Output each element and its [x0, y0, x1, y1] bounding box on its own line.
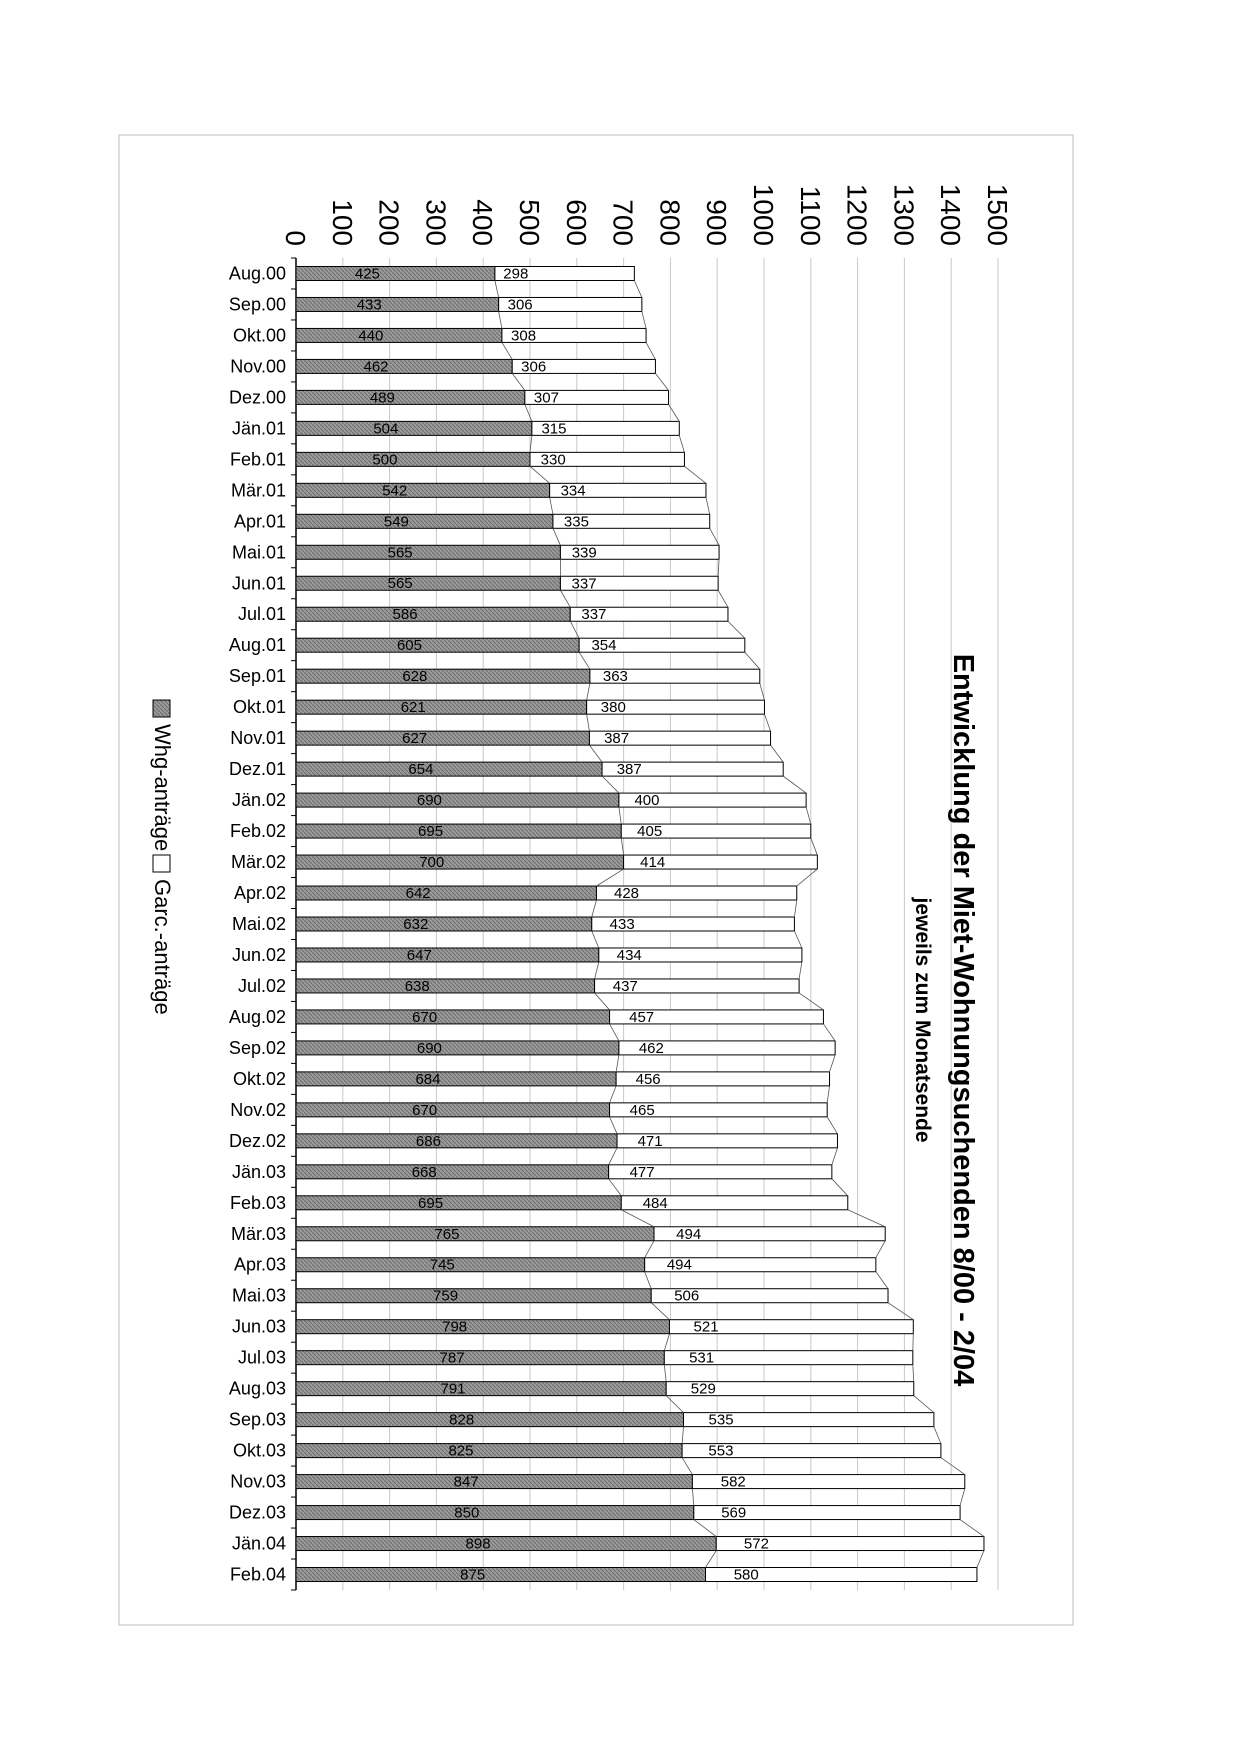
bar-whg-antraege	[296, 297, 499, 311]
bar-whg-antraege	[296, 762, 602, 776]
bar-whg-antraege	[296, 1103, 610, 1117]
y-tick-label: 500	[514, 199, 545, 246]
data-label-garc: 337	[581, 606, 606, 623]
bar-whg-antraege	[296, 917, 592, 931]
series-connector-line	[914, 1396, 934, 1413]
data-label-whg: 847	[454, 1474, 479, 1491]
x-tick-label: Feb.03	[230, 1193, 286, 1213]
data-label-garc: 521	[694, 1319, 719, 1336]
series-connector-line	[579, 652, 590, 669]
x-tick-label: Mai.01	[232, 542, 286, 562]
data-label-garc: 535	[709, 1412, 734, 1429]
x-tick-label: Okt.01	[233, 697, 286, 717]
x-tick-label: Apr.02	[234, 883, 286, 903]
data-label-garc: 315	[541, 420, 566, 437]
bar-whg-antraege	[296, 1413, 684, 1427]
series-connector-line	[530, 466, 550, 483]
data-label-garc: 477	[630, 1164, 655, 1181]
x-tick-label: Dez.00	[229, 387, 286, 407]
data-label-whg: 684	[415, 1071, 440, 1088]
data-label-garc: 529	[691, 1381, 716, 1398]
x-tick-label: Mai.03	[232, 1286, 286, 1306]
series-connector-line	[888, 1303, 913, 1320]
data-label-garc: 414	[640, 854, 665, 871]
series-connector-line	[832, 1148, 838, 1165]
series-connector-line	[794, 931, 801, 948]
series-connector-line	[692, 1489, 693, 1506]
x-tick-label: Sep.00	[229, 294, 286, 314]
data-label-garc: 307	[534, 389, 559, 406]
x-tick-label: Mai.02	[232, 914, 286, 934]
data-label-whg: 875	[460, 1567, 485, 1584]
bar-whg-antraege	[296, 1320, 669, 1334]
x-tick-label: Sep.01	[229, 666, 286, 686]
series-connector-line	[610, 1117, 617, 1134]
series-connector-line	[495, 280, 499, 297]
x-tick-label: Feb.04	[230, 1565, 286, 1585]
series-connector-line	[646, 342, 655, 359]
y-tick-label: 1300	[888, 184, 919, 246]
series-connector-line	[718, 590, 728, 607]
series-connector-line	[706, 1551, 717, 1568]
legend	[150, 700, 175, 1015]
series-connector-line	[609, 1179, 622, 1196]
data-label-whg: 462	[364, 358, 389, 375]
series-connector-line	[595, 993, 610, 1010]
series-connector-line	[666, 1396, 683, 1413]
data-label-garc: 405	[637, 823, 662, 840]
chart-title: Entwicklung der Miet-Wohnungsuchenden 8/00 - 2/04	[947, 654, 979, 1387]
series-connector-line	[502, 342, 512, 359]
data-label-whg: 654	[408, 761, 433, 778]
x-tick-label: Jän.04	[232, 1534, 286, 1554]
series-connector-line	[645, 1272, 652, 1289]
data-label-garc: 433	[610, 916, 635, 933]
series-connector-line	[634, 280, 641, 297]
series-connector-line	[913, 1365, 914, 1382]
data-label-whg: 791	[440, 1381, 465, 1398]
bar-whg-antraege	[296, 328, 502, 342]
series-connector-line	[977, 1551, 984, 1568]
series-connector-line	[587, 714, 590, 731]
series-connector-line	[499, 311, 502, 328]
data-label-garc: 428	[614, 885, 639, 902]
data-label-whg: 670	[412, 1102, 437, 1119]
series-connector-line	[621, 1210, 654, 1227]
bar-whg-antraege	[296, 793, 619, 807]
bar-whg-antraege	[296, 266, 495, 280]
bar-whg-antraege	[296, 359, 512, 373]
x-tick-label: Nov.03	[230, 1472, 286, 1492]
series-connector-line	[679, 435, 684, 452]
data-label-whg: 632	[403, 916, 428, 933]
data-label-whg: 690	[417, 792, 442, 809]
series-connector-line	[764, 714, 770, 731]
data-label-garc: 572	[744, 1536, 769, 1553]
bar-whg-antraege	[296, 1568, 706, 1582]
x-tick-label: Okt.00	[233, 325, 286, 345]
data-label-whg: 825	[448, 1443, 473, 1460]
data-label-garc: 437	[613, 978, 638, 995]
series-connector-line	[960, 1489, 965, 1506]
y-tick-label: 1100	[795, 186, 826, 246]
series-connector-line	[934, 1427, 941, 1444]
data-label-whg: 642	[406, 885, 431, 902]
data-label-garc: 354	[591, 637, 616, 654]
data-label-whg: 638	[405, 978, 430, 995]
data-label-garc: 553	[708, 1443, 733, 1460]
series-connector-line	[619, 807, 621, 824]
bar-whg-antraege	[296, 1041, 619, 1055]
x-tick-label: Jul.01	[238, 604, 286, 624]
data-label-garc: 494	[676, 1226, 701, 1243]
data-label-whg: 500	[372, 451, 397, 468]
bars	[296, 266, 984, 1581]
y-tick-label: 800	[654, 199, 685, 246]
x-tick-label: Aug.01	[229, 635, 286, 655]
y-tick-label: 900	[701, 199, 732, 246]
data-label-garc: 400	[634, 792, 659, 809]
legend-swatch-garc	[153, 855, 170, 872]
series-connector-line	[550, 497, 553, 514]
chart-subtitle: jeweils zum Monatsende	[911, 896, 934, 1142]
series-connector-line	[694, 1520, 716, 1537]
x-tick-label: Dez.01	[229, 759, 286, 779]
bar-whg-antraege	[296, 731, 589, 745]
data-label-whg: 765	[434, 1226, 459, 1243]
bar-whg-antraege	[296, 452, 530, 466]
bar-whg-antraege	[296, 1351, 664, 1365]
data-label-whg: 745	[430, 1257, 455, 1274]
bar-whg-antraege	[296, 514, 553, 528]
data-label-whg: 700	[419, 854, 444, 871]
y-tick-label: 1500	[982, 184, 1013, 246]
data-label-garc: 434	[617, 947, 642, 964]
data-label-whg: 628	[402, 668, 427, 685]
series-connector-line	[682, 1458, 692, 1475]
series-connector-line	[827, 1086, 829, 1103]
x-tick-label: Sep.03	[229, 1410, 286, 1430]
data-label-whg: 627	[402, 730, 427, 747]
series-connector-line	[664, 1334, 669, 1351]
series-connector-line	[560, 590, 570, 607]
bar-whg-antraege	[296, 483, 550, 497]
x-tick-label: Mär.02	[231, 852, 286, 872]
data-label-garc: 506	[674, 1288, 699, 1305]
series-connector-line	[830, 1055, 836, 1072]
bar-whg-antraege	[296, 638, 579, 652]
bar-whg-antraege	[296, 1196, 621, 1210]
data-label-whg: 686	[416, 1133, 441, 1150]
bar-whg-antraege	[296, 700, 587, 714]
data-label-garc: 457	[629, 1009, 654, 1026]
data-label-whg: 898	[466, 1536, 491, 1553]
x-tick-label: Jun.03	[232, 1317, 286, 1337]
x-tick-label: Apr.01	[234, 511, 286, 531]
series-connector-line	[811, 838, 818, 855]
x-tick-label: Aug.03	[229, 1379, 286, 1399]
data-label-garc: 582	[721, 1474, 746, 1491]
legend-label-whg: Whg-anträge	[150, 724, 175, 851]
series-connector-line	[595, 962, 599, 979]
bar-whg-antraege	[296, 855, 624, 869]
bar-whg-antraege	[296, 1475, 692, 1489]
x-tick-label: Mär.03	[231, 1224, 286, 1244]
series-connector-line	[806, 807, 811, 824]
bar-whg-antraege	[296, 421, 532, 435]
data-label-garc: 337	[572, 575, 597, 592]
series-connector-line	[876, 1241, 885, 1258]
data-label-garc: 306	[521, 358, 546, 375]
x-tick-label: Nov.02	[230, 1100, 286, 1120]
bar-whg-antraege	[296, 545, 560, 559]
x-tick-label: Feb.01	[230, 449, 286, 469]
data-label-whg: 489	[370, 389, 395, 406]
series-connector-line	[664, 1365, 666, 1382]
y-tick-label: 100	[327, 199, 358, 246]
bar-whg-antraege	[296, 607, 570, 621]
data-label-whg: 549	[384, 513, 409, 530]
data-label-garc: 531	[689, 1350, 714, 1367]
bar-whg-antraege	[296, 948, 599, 962]
x-tick-label: Nov.00	[230, 356, 286, 376]
bar-whg-antraege	[296, 1227, 654, 1241]
x-tick-label: Jun.01	[232, 573, 286, 593]
data-label-garc: 494	[667, 1257, 692, 1274]
x-tick-label: Mär.01	[231, 480, 286, 500]
x-tick-label: Jän.01	[232, 418, 286, 438]
data-label-whg: 542	[382, 482, 407, 499]
bar-whg-antraege	[296, 1537, 716, 1551]
y-tick-label: 0	[280, 230, 311, 246]
data-label-garc: 380	[601, 699, 626, 716]
data-label-garc: 456	[636, 1071, 661, 1088]
data-label-garc: 580	[734, 1567, 759, 1584]
data-label-whg: 440	[358, 327, 383, 344]
series-connector-line	[655, 373, 668, 390]
series-connector-line	[794, 900, 796, 917]
data-label-whg: 695	[418, 823, 443, 840]
data-label-whg: 850	[454, 1505, 479, 1522]
data-label-whg: 668	[412, 1164, 437, 1181]
data-label-garc: 462	[639, 1040, 664, 1057]
series-connector-line	[941, 1458, 965, 1475]
data-label-whg: 828	[449, 1412, 474, 1429]
data-label-whg: 798	[442, 1319, 467, 1336]
data-label-garc: 387	[617, 761, 642, 778]
bar-whg-antraege	[296, 390, 525, 404]
series-connector-line	[512, 373, 525, 390]
y-tick-label: 600	[561, 199, 592, 246]
data-label-garc: 330	[541, 451, 566, 468]
bar-whg-antraege	[296, 979, 595, 993]
series-connector-line	[728, 621, 745, 638]
series-connector-line	[684, 466, 706, 483]
series-connector-line	[682, 1427, 683, 1444]
data-label-garc: 339	[572, 544, 597, 561]
y-tick-label: 400	[467, 199, 498, 246]
y-tick-labels	[280, 184, 1013, 246]
series-connector-line	[718, 559, 719, 576]
data-label-garc: 306	[508, 296, 533, 313]
series-connector-line	[642, 311, 646, 328]
bar-whg-antraege	[296, 1444, 682, 1458]
data-label-whg: 690	[417, 1040, 442, 1057]
series-connector-line	[706, 497, 710, 514]
x-tick-label: Aug.00	[229, 263, 286, 283]
legend-label-garc: Garc.-anträge	[150, 879, 175, 1015]
bar-whg-antraege	[296, 1506, 694, 1520]
data-label-whg: 504	[373, 420, 398, 437]
data-label-garc: 387	[604, 730, 629, 747]
data-label-garc: 308	[511, 327, 536, 344]
y-tick-label: 700	[608, 199, 639, 246]
data-label-garc: 363	[603, 668, 628, 685]
series-connector-line	[589, 745, 602, 762]
bar-whg-antraege	[296, 1382, 666, 1396]
data-label-whg: 433	[357, 296, 382, 313]
series-connector-line	[553, 528, 560, 545]
y-tick-label: 1200	[842, 184, 873, 246]
x-tick-label: Apr.03	[234, 1255, 286, 1275]
data-label-garc: 484	[643, 1195, 668, 1212]
bar-whg-antraege	[296, 1289, 651, 1303]
data-label-whg: 565	[388, 575, 413, 592]
x-tick-label: Jän.02	[232, 790, 286, 810]
series-connector-line	[960, 1520, 984, 1537]
bar-whg-antraege	[296, 1072, 616, 1086]
y-tick-label: 300	[420, 199, 451, 246]
series-connector-line	[799, 962, 802, 979]
series-connector-line	[645, 1241, 654, 1258]
series-connector-line	[797, 869, 818, 886]
data-label-garc: 471	[638, 1133, 663, 1150]
data-label-whg: 605	[397, 637, 422, 654]
x-tick-label: Aug.02	[229, 1007, 286, 1027]
series-connector-line	[771, 745, 784, 762]
data-label-whg: 621	[401, 699, 426, 716]
x-tick-label: Okt.02	[233, 1069, 286, 1089]
data-label-garc: 298	[503, 265, 528, 282]
data-label-garc: 569	[721, 1505, 746, 1522]
data-label-whg: 565	[388, 544, 413, 561]
series-connector-line	[610, 1086, 617, 1103]
bar-whg-antraege	[296, 669, 590, 683]
data-label-whg: 586	[393, 606, 418, 623]
series-connector-line	[832, 1179, 848, 1196]
data-label-garc: 465	[630, 1102, 655, 1119]
x-tick-label: Jun.02	[232, 945, 286, 965]
data-label-garc: 334	[561, 482, 586, 499]
series-connector-line	[525, 404, 532, 421]
x-tick-labels	[229, 263, 286, 1584]
bar-whg-antraege	[296, 886, 596, 900]
data-label-whg: 695	[418, 1195, 443, 1212]
x-tick-label: Sep.02	[229, 1038, 286, 1058]
bar-whg-antraege	[296, 824, 621, 838]
series-connector-line	[827, 1117, 837, 1134]
x-tick-label: Okt.03	[233, 1441, 286, 1461]
data-label-whg: 425	[355, 265, 380, 282]
series-connector-line	[823, 1024, 835, 1041]
data-label-whg: 670	[412, 1009, 437, 1026]
series-connector-line	[570, 621, 579, 638]
series-connector-line	[616, 1055, 619, 1072]
series-connector-line	[848, 1210, 885, 1227]
x-tick-label: Dez.03	[229, 1503, 286, 1523]
series-connector-line	[876, 1272, 888, 1289]
series-connector-line	[602, 776, 619, 793]
bar-whg-antraege	[296, 576, 560, 590]
series-connector-line	[610, 1024, 619, 1041]
data-label-whg: 647	[407, 947, 432, 964]
series-connector-line	[745, 652, 760, 669]
x-tick-label: Jul.03	[238, 1348, 286, 1368]
series-connector-line	[651, 1303, 669, 1320]
bar-whg-antraege	[296, 1010, 610, 1024]
series-connector-line	[592, 931, 599, 948]
x-tick-label: Feb.02	[230, 821, 286, 841]
series-connector-line	[609, 1148, 617, 1165]
data-label-garc: 335	[564, 513, 589, 530]
x-tick-label: Dez.02	[229, 1131, 286, 1151]
series-connector-line	[587, 683, 590, 700]
bar-whg-antraege	[296, 1134, 617, 1148]
x-tick-label: Nov.01	[230, 728, 286, 748]
legend-swatch-whg	[153, 700, 170, 717]
bar-whg-antraege	[296, 1165, 609, 1179]
data-label-whg: 787	[440, 1350, 465, 1367]
series-connector-line	[783, 776, 806, 793]
y-tick-label: 1400	[935, 184, 966, 246]
x-tick-label: Jul.02	[238, 976, 286, 996]
series-connector-line	[596, 869, 623, 886]
y-tick-label: 1000	[748, 184, 779, 246]
data-label-whg: 759	[433, 1288, 458, 1305]
y-tick-label: 200	[374, 199, 405, 246]
series-connector-line	[592, 900, 597, 917]
bar-whg-antraege	[296, 1258, 645, 1272]
x-tick-label: Jän.03	[232, 1162, 286, 1182]
